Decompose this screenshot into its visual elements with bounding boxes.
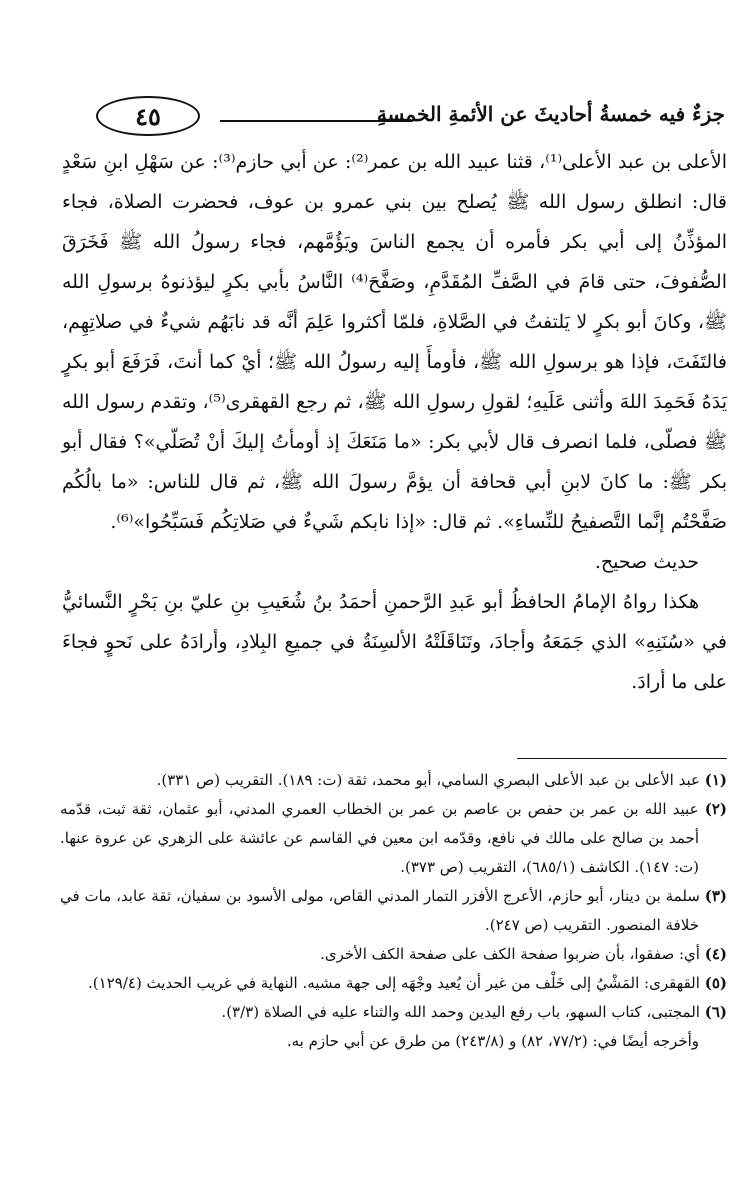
hadith-paragraph: الأعلى بن عبد الأعلى⁽¹⁾، قثنا عبيد الله بن عمر⁽²⁾: عن أبي حازم⁽³⁾: عن سَهْلِ ابنِ سَعْدٍ قال: انطلق رسول الله ﷺ يُصلح بين بني عمرو بن عوف، فحضرت الصلاة، فجاء المؤذِّنُ إلى أبي بكر فأمره أن يجمع الناسَ ويَؤُمَّهم، فجاء رسولُ الله ﷺ فَخَرَقَ الصُّفوفَ، حتى قامَ في الصَّفِّ المُقَدَّمِ، وصَفَّحَ⁽⁴⁾ النَّاسُ بأبي بكرٍ ليؤذنوهُ برسولِ الله ﷺ، وكانَ أبو بكرٍ لا يَلتفتُ في الصَّلاةِ، فلمّا أكثروا عَلِمَ أنَّه قد نابَهُم شيءٌ في صلاتِهِم، فالتَفَتَ، فإذا هو برسولِ الله ﷺ، فأومأَ إليه رسولُ الله ﷺ؛ أيْ كما أنتَ، فَرَفَعَ أبو بكرٍ يَدَهُ فَحَمِدَ اللهَ وأثنى عَلَيهِ؛ لقولِ رسولِ الله ﷺ، ثم رجع القهقرى⁽⁵⁾، وتقدم رسول الله ﷺ فصلّى، فلما انصرف قال لأبي بكر: «ما مَنَعَكَ إذ أومأتُ إليكَ أنْ تُصَلّي»؟ فقال أبو بكر ﷺ: ما كانَ لابنِ أبي قحافة أن يؤمَّ رسولَ الله ﷺ، ثم قال للناس: «ما بالُكُم صَفَّحْتُم إنَّما التَّصفيحُ للنِّساءِ». ثم قال: «إذا نابكم شَيءٌ في صَلاتِكُم فَسَبِّحُوا»⁽⁶⁾. <box>62 151 727 533</box>
footnote-4 <box>60 940 727 969</box>
footnote-number: (١) <box>704 771 727 789</box>
page-number: ٤٥ <box>135 101 161 131</box>
footnote-text: المجتبى، كتاب السهو، باب رفع اليدين وحمد الله والثناء عليه في الصلاة (٣/٣). <box>221 1003 700 1021</box>
footnote-3 <box>60 882 727 940</box>
footnotes <box>60 766 727 1056</box>
running-title: جزءٌ فيه خمسةُ أحاديثَ عن الأئمةِ الخمسةِ <box>376 102 725 126</box>
footnote-5 <box>60 969 727 998</box>
footnote-number: (٤) <box>704 945 727 963</box>
footnote-text: أي: صفقوا، بأن ضربوا صفحة الكف على صفحة الكف الأخرى. <box>320 945 700 963</box>
footnote-number: (٢) <box>704 800 727 818</box>
page-header <box>60 96 725 144</box>
narration-paragraph: هكذا رواهُ الإمامُ الحافظُ أبو عَبدِ الرَّحمنِ أحمَدُ بنُ شُعَيبِ بنِ عليّ بنِ بَحْرٍ النَّسائيُّ في «سُنَنِهِ» الذي جَمَعَهُ وأجادَ، وتَنَاقَلَتْهُ الألسِنَةُ في جميعِ البِلادِ، وأرادَهُ على نَحوٍ فجاءَ على ما أرادَ. <box>62 591 727 693</box>
footnote-number: (٦) <box>704 1003 727 1021</box>
footnote-6-continuation: وأخرجه أيضًا في: (٧٧/٢، ٨٢) و (٢٤٣/٨) من طرق عن أبي حازم به. <box>286 1032 699 1050</box>
main-text <box>62 142 727 702</box>
footnote-6 <box>60 998 727 1027</box>
footnote-2 <box>60 795 727 882</box>
footnote-number: (٥) <box>704 974 727 992</box>
footnote-text: عبد الأعلى بن عبد الأعلى البصري السامي، أبو محمد، ثقة (ت: ١٨٩). التقريب (ص ٣٣١). <box>156 771 700 789</box>
footnote-text: عبيد الله بن عمر بن حفص بن عاصم بن عمر بن الخطاب العمري المدني، أبو عثمان، ثقة ثبت، قدّمه أحمد بن صالح على مالك في نافع، وقدّمه ابن معين في القاسم عن عائشة على الزهري عن عروة عنها. (ت: ١٤٧). الكاشف (٦٨٥/١)، التقريب (ص ٣٧٣). <box>60 800 699 876</box>
footnote-1 <box>60 766 727 795</box>
page-number-badge <box>96 96 200 136</box>
footnote-separator <box>517 758 727 759</box>
footnote-text: سلمة بن دينار، أبو حازم، الأعرج الأفزر التمار المدني القاص، مولى الأسود بن سفيان، ثقة عابد، مات في خلافة المنصور. التقريب (ص ٢٤٧). <box>60 887 700 934</box>
footnote-text: القهقرى: المَشْيُ إلى خَلْف من غير أن يُعيد وجْهَه إلى جهة مشيه. النهاية في غريب الحديث (١٢٩/٤). <box>88 974 700 992</box>
footnote-number: (٣) <box>704 887 727 905</box>
hadith-grading: حديث صحيح. <box>594 551 699 573</box>
